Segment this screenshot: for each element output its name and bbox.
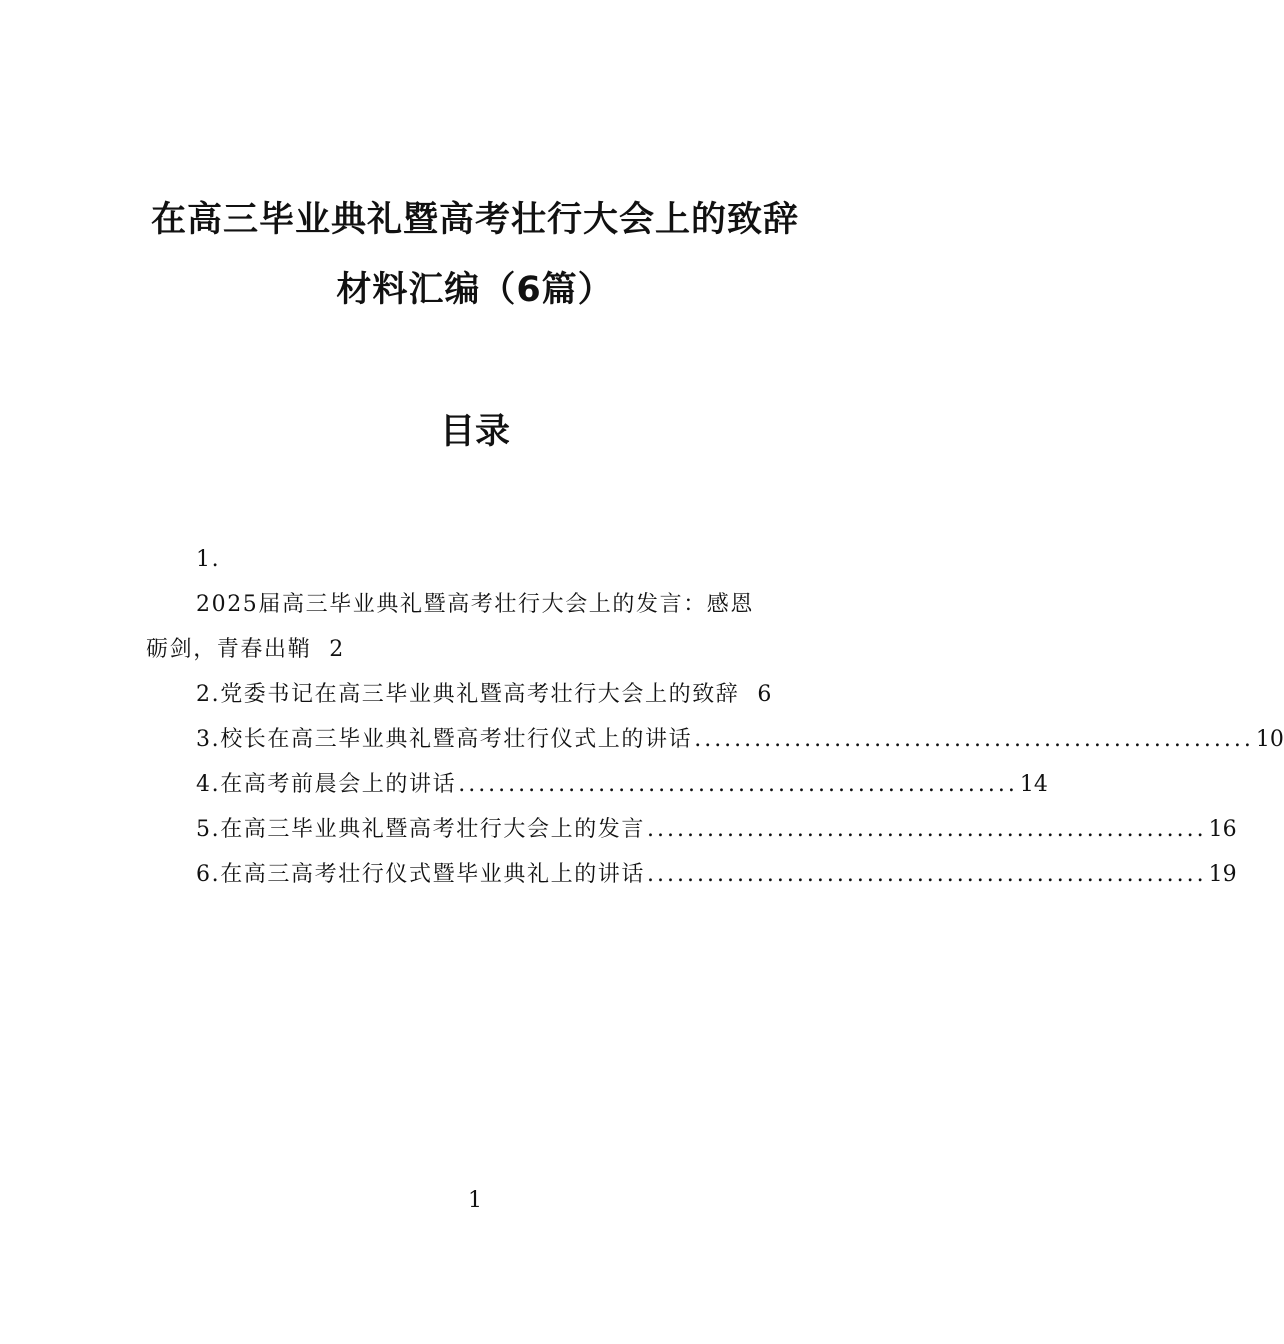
toc-entry-text: 2.党委书记在高三毕业典礼暨高考壮行大会上的致辞 (196, 682, 740, 707)
toc-entry-text: 砺剑，青春出鞘 (146, 637, 312, 662)
table-of-contents (146, 537, 1284, 897)
toc-entry-text: 2025届高三毕业典礼暨高考壮行大会上的发言：感恩 (196, 592, 754, 617)
toc-entry-6[interactable] (146, 852, 1237, 897)
toc-entry-4[interactable] (146, 762, 1048, 807)
page-number: 1 (468, 1188, 482, 1213)
toc-entry-page: 14 (1019, 772, 1048, 797)
dot-leader: ........................................................ (647, 862, 1207, 887)
document-title-line-2: 材料汇编（6篇） (336, 270, 614, 310)
toc-entry-text: 6.在高三高考壮行仪式暨毕业典礼上的讲话 (196, 862, 645, 887)
toc-entry-1-continued[interactable] (146, 627, 806, 672)
toc-entry-5[interactable] (146, 807, 1237, 852)
toc-entry-number: 1. (196, 547, 221, 572)
dot-leader: ........................................................ (458, 772, 1018, 797)
toc-entry-page: 2 (329, 637, 344, 662)
toc-entry-1-number[interactable] (146, 537, 806, 582)
toc-entry-page: 19 (1208, 862, 1237, 887)
toc-entry-text: 5.在高三毕业典礼暨高考壮行大会上的发言 (196, 817, 645, 842)
toc-entry-3[interactable] (146, 717, 1284, 762)
toc-entry-1[interactable] (146, 582, 806, 627)
toc-entry-text: 3.校长在高三毕业典礼暨高考壮行仪式上的讲话 (196, 727, 693, 752)
toc-entry-page: 6 (757, 682, 772, 707)
document-title-line-1: 在高三毕业典礼暨高考壮行大会上的致辞 (150, 200, 799, 240)
toc-entry-page: 10 (1255, 727, 1284, 752)
dot-leader: ........................................................ (647, 817, 1207, 842)
toc-entry-page: 16 (1208, 817, 1237, 842)
dot-leader: ........................................................ (694, 727, 1254, 752)
toc-entry-text: 4.在高考前晨会上的讲话 (196, 772, 457, 797)
toc-heading: 目录 (439, 412, 510, 452)
toc-entry-2[interactable] (146, 672, 806, 717)
